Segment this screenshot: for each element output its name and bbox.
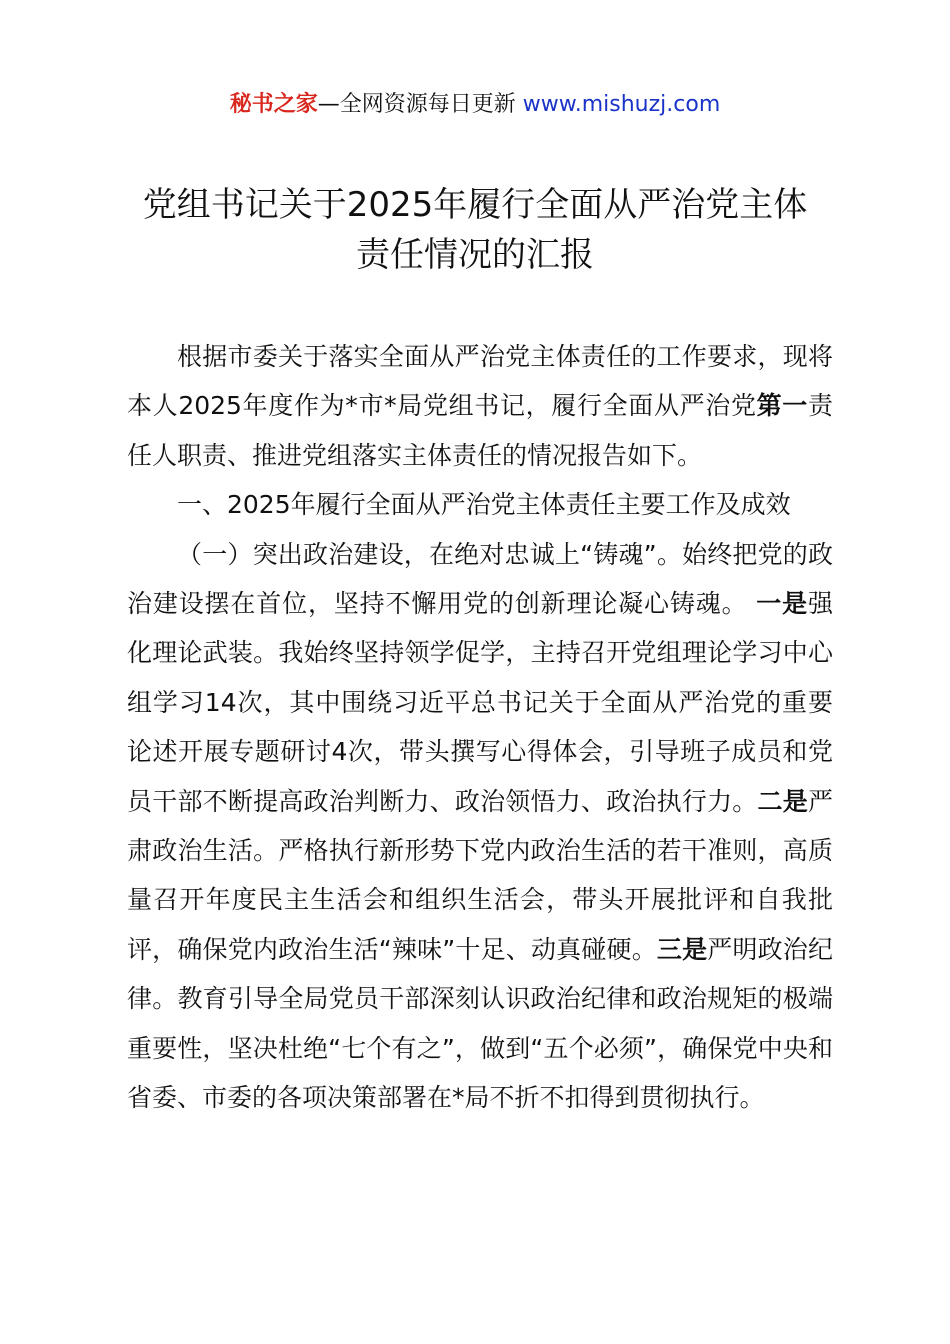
document-body bbox=[127, 332, 833, 1123]
title-line-2: 责任情况的汇报 bbox=[356, 235, 594, 275]
point-2-text: 严肃政治生活。严格执行新形势下党内政治生活的若干准则，高质量召开年度民主生活会和组织生活会，带头开展批评和自我批评，确保党内政治生活“辣味”十足、动真碰硬。 bbox=[127, 786, 833, 964]
subsection-paragraph bbox=[127, 530, 833, 1123]
intro-bold-text: 第一 bbox=[756, 391, 808, 421]
section-heading: 一、2025年履行全面从严治党主体责任主要工作及成效 bbox=[177, 490, 791, 520]
brand-name: 秘书之家 bbox=[229, 92, 318, 117]
point-3-label: 三是 bbox=[656, 934, 708, 964]
point-2-label: 二是 bbox=[757, 786, 808, 816]
document-title bbox=[100, 180, 850, 280]
point-1-label: 一是 bbox=[756, 589, 808, 619]
point-1-text: 强化理论武装。我始终坚持领学促学，主持召开党组理论学习中心组学习14次，其中围绕习近平总书记关于全面从严治党的重要论述开展专题研讨4次，带头撰写心得体会，引导班子成员和党员干部不断提高政治判断力、政治领悟力、政治执行力。 bbox=[127, 589, 833, 816]
subsection-lead: （一）突出政治建设，在绝对忠诚上“铸魂”。始终把党的政治建设摆在首位，坚持不懈用党的创新理论凝心铸魂。 bbox=[127, 539, 833, 619]
intro-text-1: 根据市委关于落实全面从严治党主体责任的工作要求，现将本人2025年度作为*市*局党组书记，履行全面从严治党 bbox=[127, 342, 833, 421]
title-line-1: 党组书记关于2025年履行全面从严治党主体 bbox=[142, 185, 808, 225]
point-3-text: 严明政治纪律。教育引导全局党员干部深刻认识政治纪律和政治规矩的极端重要性，坚决杜绝“七个有之”，做到“五个必须”，确保党中央和省委、市委的各项决策部署在*局不折不扣得到贯彻执行。 bbox=[127, 934, 833, 1113]
intro-text-2: 责任人职责、推进党组落实主体责任的情况报告如下。 bbox=[127, 391, 833, 470]
header-tagline: —全网资源每日更新 bbox=[317, 92, 516, 117]
site-header bbox=[0, 88, 950, 122]
intro-paragraph bbox=[127, 332, 833, 480]
site-url-link[interactable]: www.mishuzj.com bbox=[522, 92, 721, 117]
